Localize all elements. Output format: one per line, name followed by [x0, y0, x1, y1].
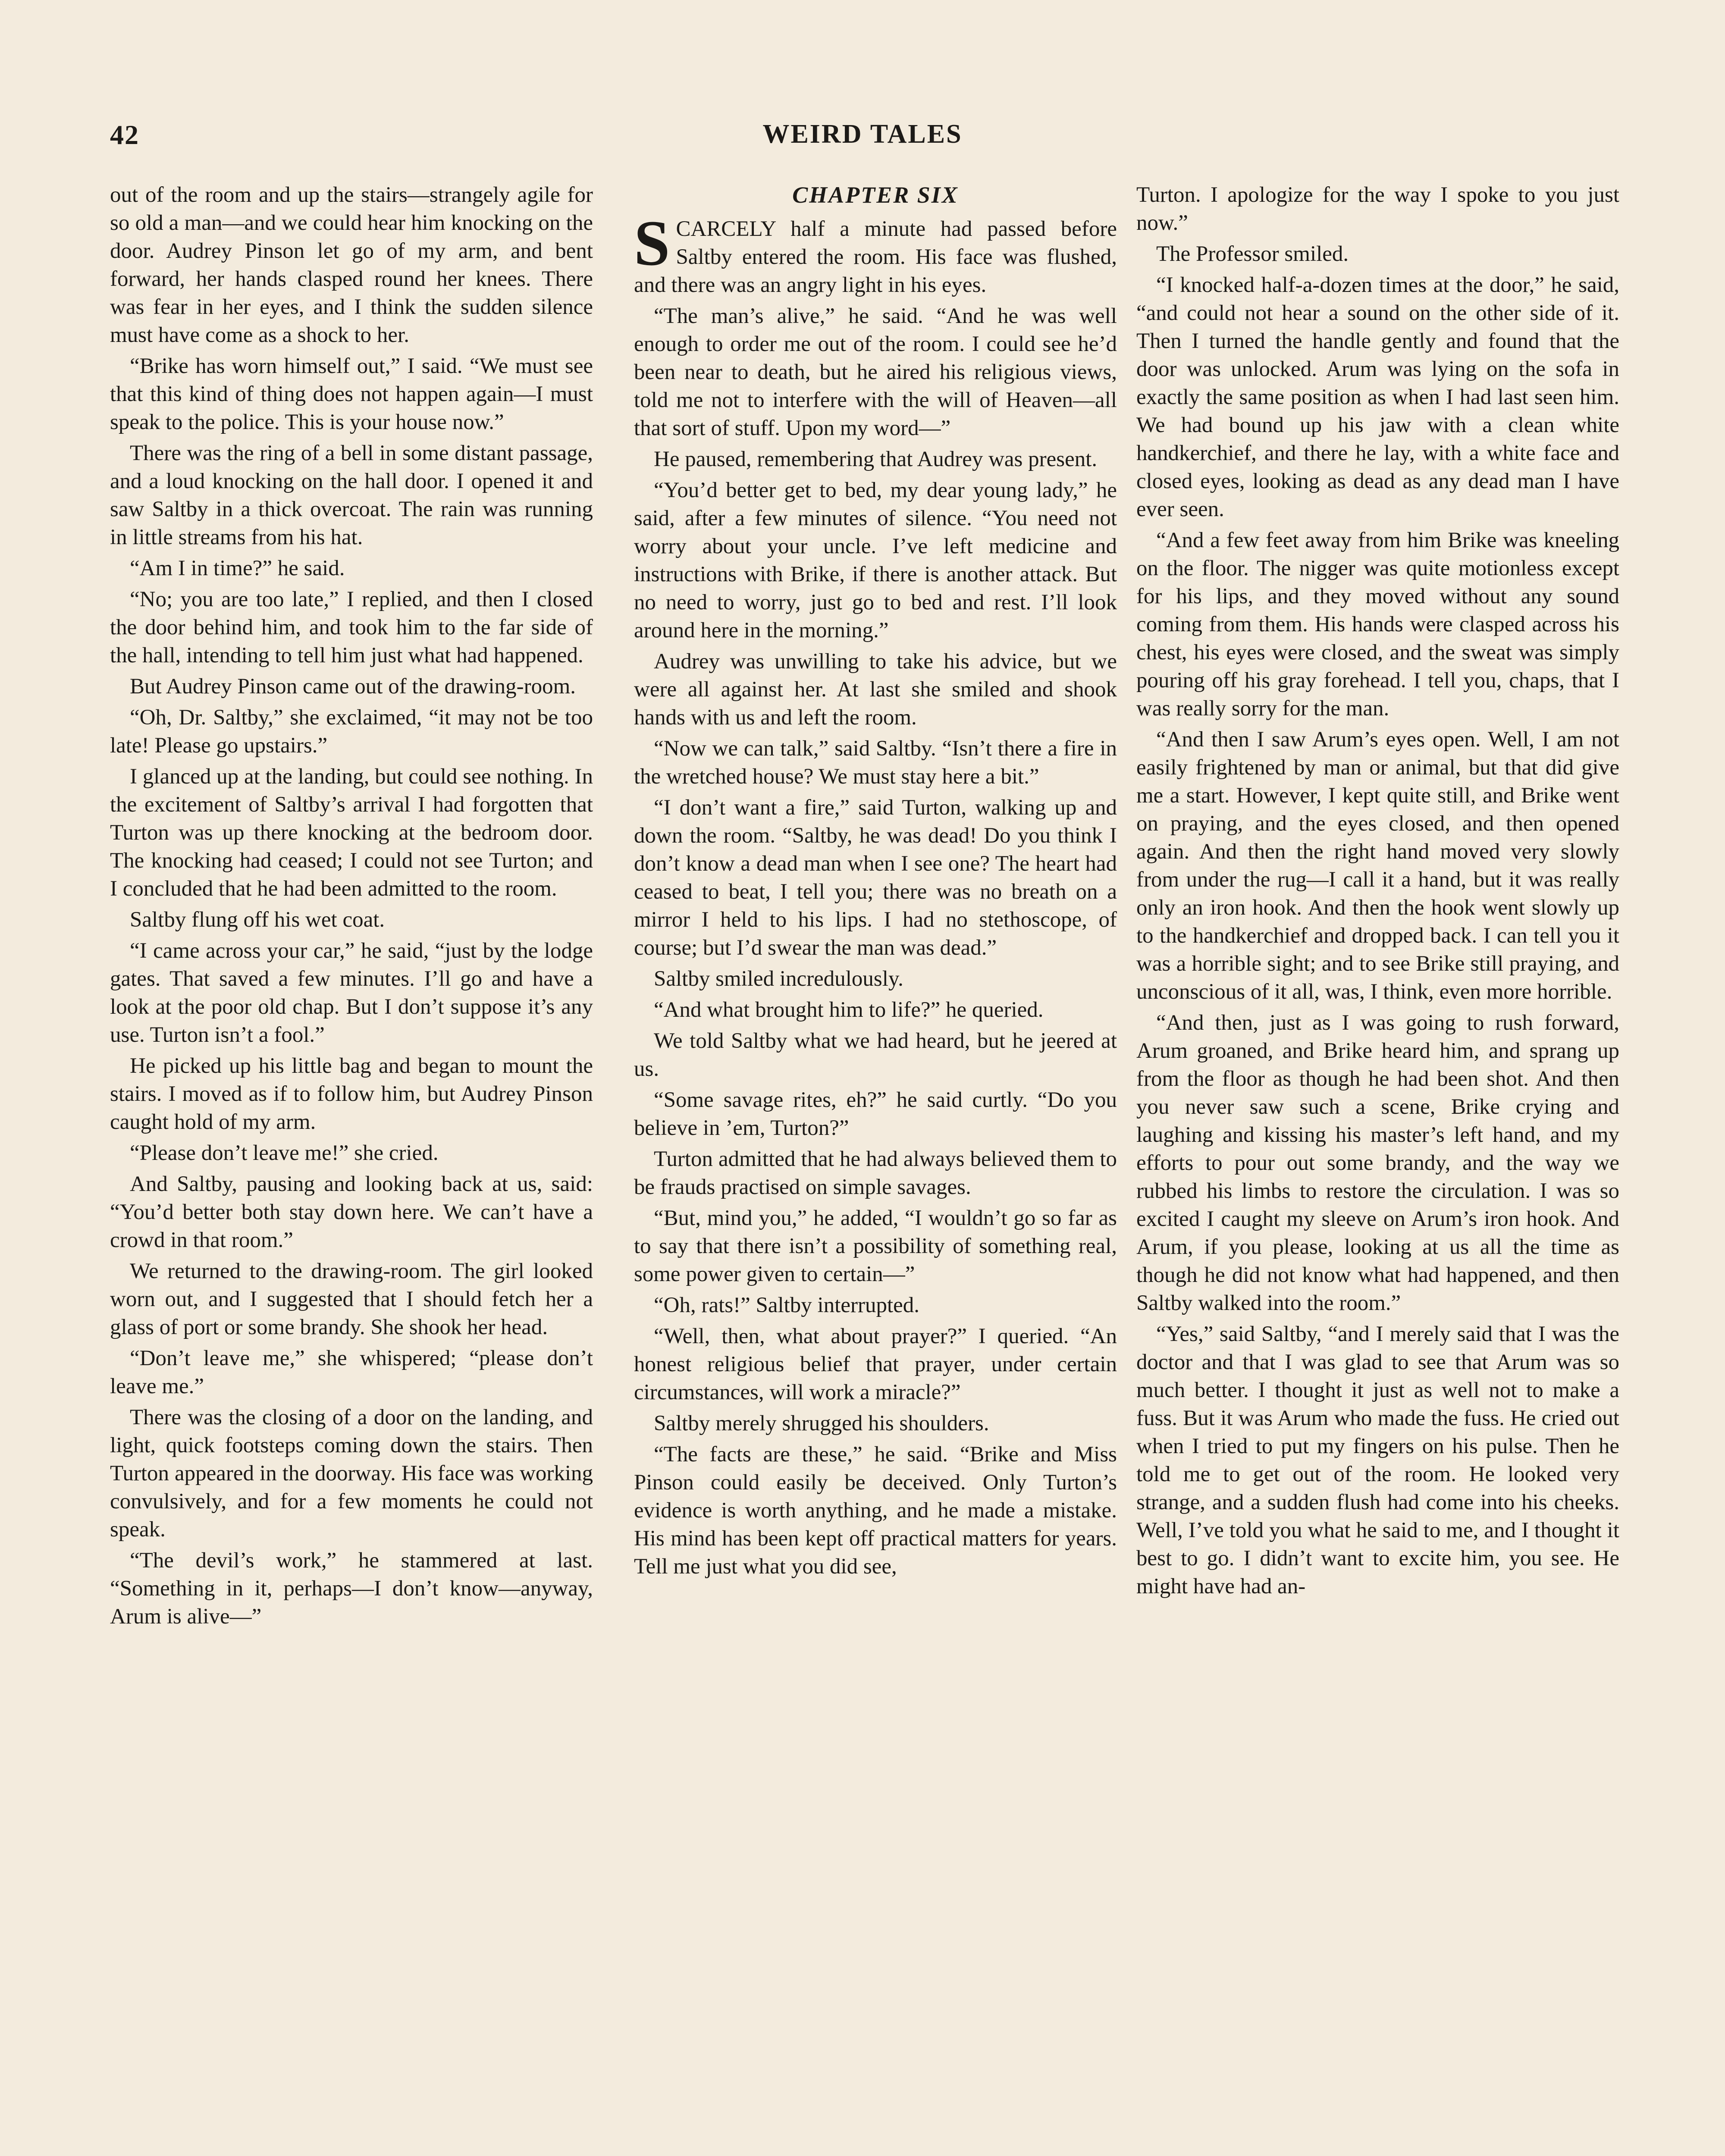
paragraph: “But, mind you,” he added, “I wouldn’t go so far as to say that there isn’t a possibility of something real, some power given to certain—”: [634, 1206, 1117, 1286]
paragraph: “You’d better get to bed, my dear young lady,” he said, after a few minutes of silence. “You need not worry about your uncle. I’ve left medicine and instructions with Brike, if there is another attack. But no need to worry, just go to bed and rest. I’ll look around here in the morning.”: [634, 478, 1117, 642]
text-columns: [110, 181, 1619, 2156]
paragraph: “Brike has worn himself out,” I said. “We must see that this kind of thing does not happen again—I must speak to the police. This is your house now.”: [110, 354, 593, 434]
paragraph: “Oh, rats!” Saltby interrupted.: [654, 1293, 920, 1317]
paragraph: He picked up his little bag and began to mount the stairs. I moved as if to follow him, but Audrey Pinson caught hold of my arm.: [110, 1054, 593, 1134]
paragraph: “And then I saw Arum’s eyes open. Well, I am not easily frightened by man or animal, but that did give me a start. However, I kept quite still, and Brike went on praying, and the eyes closed, and then opened again. And then the right hand moved very slowly from under the rug—I call it a hand, but it was really only an iron hook. And then the hook went slowly up to the handkerchief and dropped back. I can tell you it was a horrible sight; and to see Brike still praying, and unconscious of it all, was, I think, even more horrible.: [1136, 727, 1619, 1004]
column-3: [1136, 181, 1619, 2156]
paragraph: Turton. I apologize for the way I spoke to you just now.”: [1136, 183, 1619, 235]
paragraph: “Please don’t leave me!” she cried.: [130, 1141, 439, 1165]
drop-cap: S: [634, 207, 670, 279]
paragraph: “Well, then, what about prayer?” I queried. “An honest religious belief that prayer, under certain circumstances, will work a miracle?”: [634, 1324, 1117, 1404]
paragraph: “And what brought him to life?” he queried.: [654, 998, 1044, 1022]
paragraph: out of the room and up the stairs—strangely agile for so old a man—and we could hear him knocking on the door. Audrey Pinson let go of my arm, and bent forward, her hands clasped round her knees. There was fear in her eyes, and I think the sudden silence must have come as a shock to her.: [110, 183, 593, 347]
paragraph: The Professor smiled.: [1156, 242, 1349, 266]
opening-paragraph: [634, 207, 1117, 299]
column-1: [110, 181, 593, 2156]
paragraph: Saltby smiled incredulously.: [654, 967, 903, 991]
paragraph: Saltby flung off his wet coat.: [130, 908, 385, 932]
paragraph: We told Saltby what we had heard, but he jeered at us.: [634, 1029, 1117, 1081]
paragraph: “Now we can talk,” said Saltby. “Isn’t there a fire in the wretched house? We must stay here a bit.”: [634, 736, 1117, 789]
magazine-title: WEIRD TALES: [762, 119, 963, 149]
paragraph: “Am I in time?” he said.: [130, 556, 345, 580]
paragraph: But Audrey Pinson came out of the drawing-room.: [130, 674, 576, 699]
paragraph: “I knocked half-a-dozen times at the door,” he said, “and could not hear a sound on the other side of it. Then I turned the handle gently and found that the door was unlocked. Arum was lying on the sofa in exactly the same position as when I had last seen him. We had bound up his jaw with a clean white handkerchief, and there he lay, with a white face and closed eyes, looking as dead as any dead man I have ever seen.: [1136, 273, 1619, 521]
paragraph: And Saltby, pausing and looking back at us, said: “You’d better both stay down here. We can’t have a crowd in that room.”: [110, 1172, 593, 1252]
page-header: [110, 119, 1615, 171]
chapter-heading: CHAPTER SIX: [792, 182, 959, 208]
column-2: [634, 181, 1117, 2156]
paragraph: “The man’s alive,” he said. “And he was well enough to order me out of the room. I could see he’d been near to death, but he aired his religious views, told me not to interfere with the will of Heaven—all that sort of stuff. Upon my word—”: [634, 304, 1117, 440]
paragraph: “Oh, Dr. Saltby,” she exclaimed, “it may not be too late! Please go upstairs.”: [110, 705, 593, 758]
paragraph: “No; you are too late,” I replied, and then I closed the door behind him, and took him to the far side of the hall, intending to tell him just what had happened.: [110, 587, 593, 667]
paragraph: He paused, remembering that Audrey was present.: [654, 447, 1098, 471]
paragraph: “And a few feet away from him Brike was kneeling on the floor. The nigger was quite motionless except for his lips, and they moved without any sound coming from them. His hands were clasped across his chest, his eyes were closed, and the sweat was simply pouring off his gray forehead. I tell you, chaps, that I was really sorry for the man.: [1136, 528, 1619, 721]
paragraph: Turton admitted that he had always believed them to be frauds practised on simple savages.: [634, 1147, 1117, 1199]
paragraph: “Don’t leave me,” she whispered; “please don’t leave me.”: [110, 1346, 593, 1398]
paragraph: I glanced up at the landing, but could see nothing. In the excitement of Saltby’s arrival I had forgotten that Turton was up there knocking at the bedroom door. The knocking had ceased; I could not see Turton; and I concluded that he had been admitted to the room.: [110, 765, 593, 901]
paragraph: Saltby merely shrugged his shoulders.: [654, 1411, 989, 1435]
paragraph: There was the ring of a bell in some distant passage, and a loud knocking on the hall door. I opened it and saw Saltby in a thick overcoat. The rain was running in little streams from his hat.: [110, 441, 593, 549]
paragraph: “Some savage rites, eh?” he said curtly. “Do you believe in ’em, Turton?”: [634, 1088, 1117, 1140]
paragraph: “And then, just as I was going to rush forward, Arum groaned, and Brike heard him, and sprang up from the floor as though he had been shot. And then you never saw such a scene, Brike crying and laughing and kissing his master’s left hand, and my efforts to pour out some brandy, and the way we rubbed his limbs to restore the circulation. I was so excited I caught my sleeve on Arum’s iron hook. And Arum, if you please, looking at us all the time as though he did not know what had happened, and then Saltby walked into the room.”: [1136, 1011, 1619, 1315]
paragraph: “The facts are these,” he said. “Brike and Miss Pinson could easily be deceived. Only Turton’s evidence is worth anything, and he made a mistake. His mind has been kept off practical matters for years. Tell me just what you did see,: [634, 1442, 1117, 1579]
paragraph: “Yes,” said Saltby, “and I merely said that I was the doctor and that I was glad to see that Arum was so much better. I thought it just as well not to make a fuss. But it was Arum who made the fuss. He cried out when I tried to put my fingers on his pulse. Then he told me to get out of the room. He looked very strange, and a sudden flush had come into his cheeks. Well, I’ve told you what he said to me, and I thought it best to go. I didn’t want to excite him, you see. He might have had an-: [1136, 1322, 1619, 1598]
paragraph: We returned to the drawing-room. The girl looked worn out, and I suggested that I should fetch her a glass of port or some brandy. She shook her head.: [110, 1259, 593, 1339]
paragraph: Audrey was unwilling to take his advice, but we were all against her. At last she smiled and shook hands with us and left the room.: [634, 649, 1117, 730]
paragraph: “The devil’s work,” he stammered at last. “Something in it, perhaps—I don’t know—anyway, Arum is alive—”: [110, 1548, 593, 1629]
paragraph-text: CARCELY half a minute had passed before Saltby entered the room. His face was flushed, and there was an angry light in his eyes.: [634, 217, 1117, 297]
paragraph: There was the closing of a door on the landing, and light, quick footsteps coming down the stairs. Then Turton appeared in the doorway. His face was working convulsively, and for a few moments he could not speak.: [110, 1405, 593, 1542]
paragraph: “I don’t want a fire,” said Turton, walking up and down the room. “Saltby, he was dead! Do you think I don’t know a dead man when I see one? The heart had ceased to beat, I tell you; there was no breath on a mirror I held to his lips. I had no stethoscope, of course; but I’d swear the man was dead.”: [634, 796, 1117, 960]
page-number: 42: [110, 119, 139, 150]
paragraph: “I came across your car,” he said, “just by the lodge gates. That saved a few minutes. I’ll go and have a look at the poor old chap. But I don’t suppose it’s any use. Turton isn’t a fool.”: [110, 939, 593, 1047]
